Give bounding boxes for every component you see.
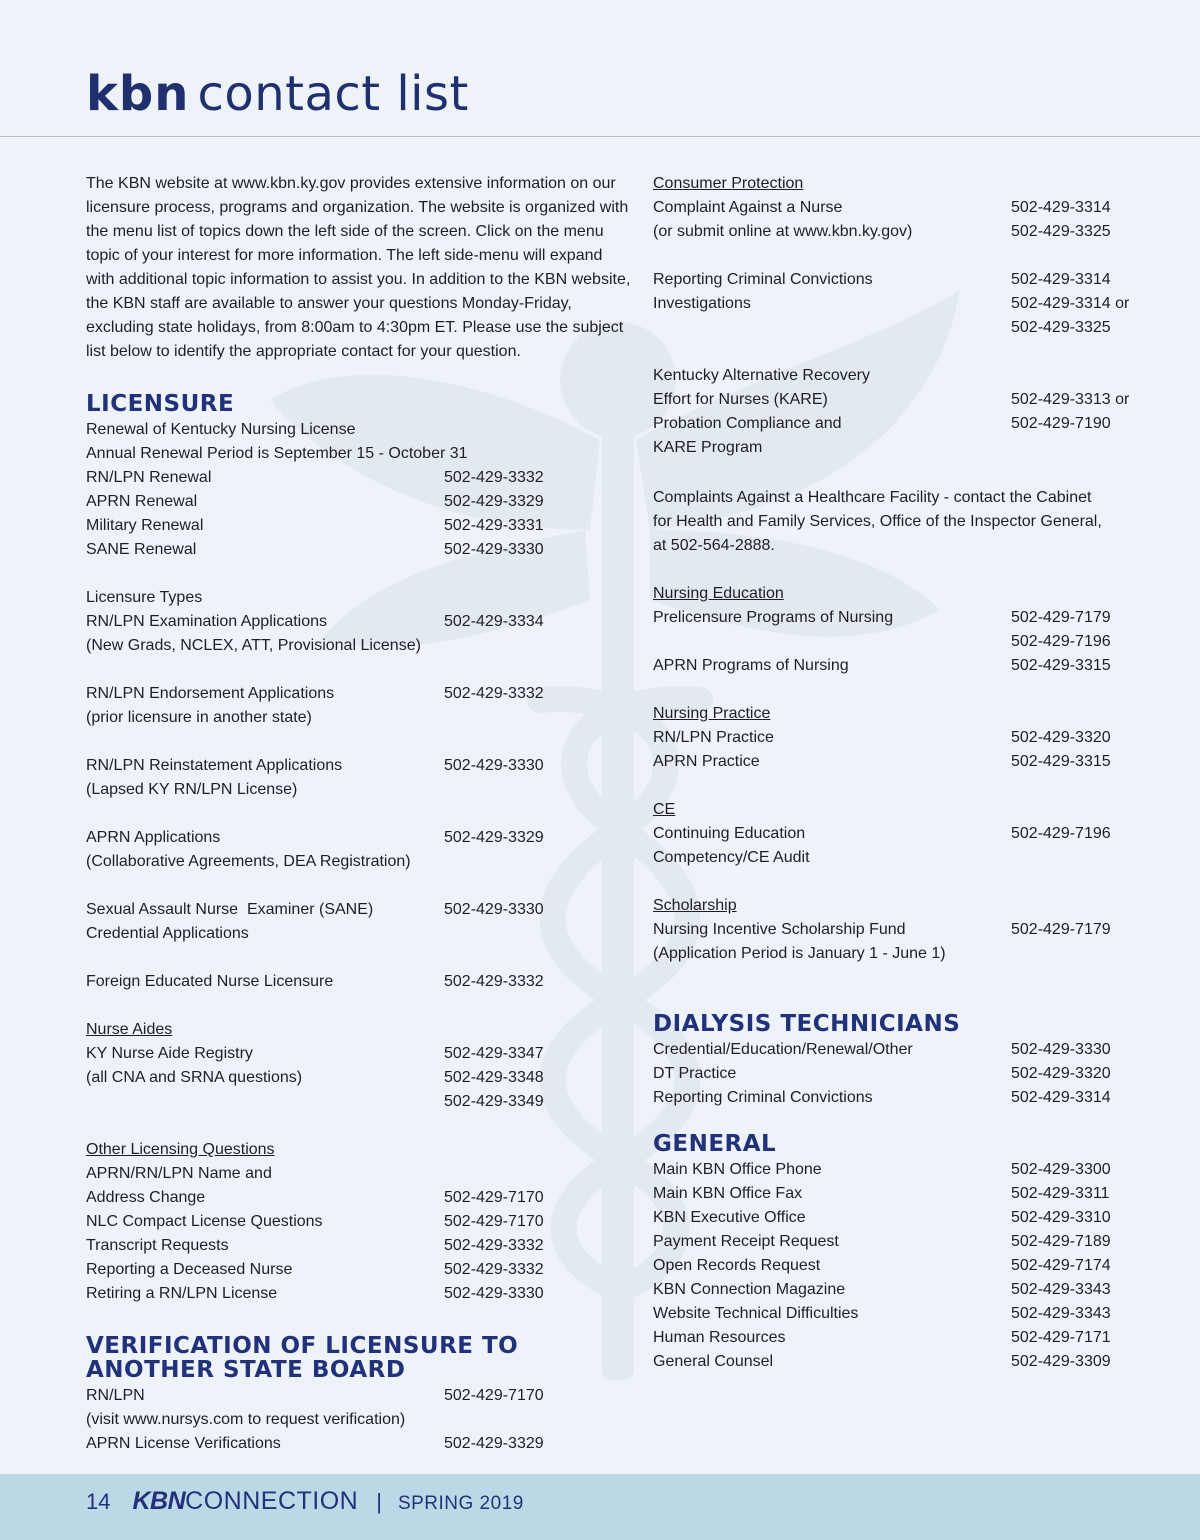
contact-label: APRN License Verifications <box>86 1435 281 1452</box>
contact-phone: 502-429-3315 <box>1011 753 1111 770</box>
contact-label: APRN/RN/LPN Name and <box>86 1165 272 1182</box>
contact-phone: 502-429-3329 <box>444 1435 544 1452</box>
contact-row <box>653 1350 1133 1374</box>
contact-phone: 502-429-7170 <box>444 1213 544 1230</box>
contact-phone: 502-429-3331 <box>444 517 544 534</box>
contact-label: Continuing Education <box>653 825 806 842</box>
contact-row <box>86 490 631 514</box>
contact-phone: 502-429-3320 <box>1011 729 1111 746</box>
contact-label: Human Resources <box>653 1329 786 1346</box>
contact-label: Probation Compliance and <box>653 415 842 432</box>
contact-row <box>86 1234 631 1258</box>
contact-row <box>86 1066 631 1090</box>
contact-row <box>86 1432 631 1456</box>
contact-row <box>86 1384 631 1408</box>
contact-label: Sexual Assault Nurse Examiner (SANE) <box>86 901 374 918</box>
contact-row <box>86 1282 631 1306</box>
contact-label: Kentucky Alternative Recovery <box>653 367 870 384</box>
list-item <box>86 442 631 466</box>
contact-label: KARE Program <box>653 439 763 456</box>
general-heading: GENERAL <box>653 1131 777 1157</box>
contact-label: Reporting Criminal Convictions <box>653 1089 873 1106</box>
contact-label: DT Practice <box>653 1065 737 1082</box>
contact-label: Reporting a Deceased Nurse <box>86 1261 293 1278</box>
contact-phone: 502-429-3332 <box>444 1237 544 1254</box>
contact-label: Foreign Educated Nurse Licensure <box>86 973 334 990</box>
list-item <box>653 894 1133 918</box>
contact-row <box>86 538 631 562</box>
contact-row <box>86 1186 631 1210</box>
contact-row <box>653 1182 1133 1206</box>
contact-phone: 502-429-7196 <box>1011 825 1111 842</box>
contact-label: KY Nurse Aide Registry <box>86 1045 253 1062</box>
verification-heading-line1: VERIFICATION OF LICENSURE TO <box>86 1333 519 1359</box>
contact-label: KBN Executive Office <box>653 1209 806 1226</box>
contact-row <box>653 750 1133 774</box>
contact-label: KBN Connection Magazine <box>653 1281 846 1298</box>
contact-note: (Application Period is January 1 - June 1) <box>653 945 946 962</box>
contact-row <box>653 220 1133 244</box>
list-item <box>86 418 631 442</box>
contact-label: Competency/CE Audit <box>653 849 810 866</box>
list-item <box>86 1138 631 1162</box>
list-item <box>653 436 1133 460</box>
contact-label: Website Technical Difficulties <box>653 1305 859 1322</box>
contact-phone: 502-429-3309 <box>1011 1353 1111 1370</box>
contact-label: Effort for Nurses (KARE) <box>653 391 828 408</box>
contact-phone: 502-429-3332 <box>444 469 544 486</box>
list-item <box>653 798 1133 822</box>
contact-label: RN/LPN Renewal <box>86 469 212 486</box>
contact-label: RN/LPN <box>86 1387 145 1404</box>
list-item <box>653 582 1133 606</box>
contact-label: Transcript Requests <box>86 1237 229 1254</box>
contact-label: Main KBN Office Phone <box>653 1161 822 1178</box>
contact-label: Retiring a RN/LPN License <box>86 1285 278 1302</box>
contact-note: (prior licensure in another state) <box>86 709 312 726</box>
contact-row <box>86 754 631 778</box>
contact-phone: 502-429-3314 or <box>1011 295 1130 312</box>
contact-note: (all CNA and SRNA questions) <box>86 1069 303 1086</box>
list-item <box>86 778 631 802</box>
nurse-aides-title: Nurse Aides <box>86 1021 173 1038</box>
contact-row <box>653 1206 1133 1230</box>
nursing-education-title: Nursing Education <box>653 585 784 602</box>
contact-phone: 502-429-3329 <box>444 493 544 510</box>
contact-phone: 502-429-3343 <box>1011 1281 1111 1298</box>
contact-label: RN/LPN Examination Applications <box>86 613 328 630</box>
contact-label: Prelicensure Programs of Nursing <box>653 609 894 626</box>
contact-phone: 502-429-3313 or <box>1011 391 1130 408</box>
contact-row <box>86 1258 631 1282</box>
contact-phone: 502-429-7190 <box>1011 415 1111 432</box>
title-kbn: kbn <box>86 66 190 122</box>
contact-row <box>653 1278 1133 1302</box>
contact-phone: 502-429-3332 <box>444 1261 544 1278</box>
other-licensing-title: Other Licensing Questions <box>86 1141 275 1158</box>
contact-row <box>653 1326 1133 1350</box>
contact-label: (or submit online at www.kbn.ky.gov) <box>653 223 913 240</box>
contact-row <box>653 1302 1133 1326</box>
contact-note: Credential Applications <box>86 925 249 942</box>
contact-label: General Counsel <box>653 1353 774 1370</box>
page-header <box>0 0 1200 137</box>
contact-phone: 502-429-3314 <box>1011 1089 1111 1106</box>
contact-row <box>86 610 631 634</box>
contact-row <box>86 898 631 922</box>
contact-row <box>86 826 631 850</box>
contact-phone: 502-429-3329 <box>444 829 544 846</box>
issue-label: SPRING 2019 <box>397 1493 524 1514</box>
contact-note: (Lapsed KY RN/LPN License) <box>86 781 298 798</box>
contact-label: RN/LPN Reinstatement Applications <box>86 757 343 774</box>
footer-content <box>86 1487 524 1517</box>
left-column <box>86 172 631 1456</box>
contact-row <box>653 412 1133 436</box>
contact-row <box>86 514 631 538</box>
contact-label: RN/LPN Practice <box>653 729 774 746</box>
contact-phone: 502-429-3330 <box>1011 1041 1111 1058</box>
contact-phone: 502-429-3330 <box>444 1285 544 1302</box>
scholarship-title: Scholarship <box>653 897 737 914</box>
contact-label: APRN Renewal <box>86 493 198 510</box>
contact-label: APRN Practice <box>653 753 760 770</box>
list-item <box>86 706 631 730</box>
list-item <box>653 172 1133 196</box>
contact-phone: 502-429-3334 <box>444 613 544 630</box>
contact-phone: 502-429-7174 <box>1011 1257 1111 1274</box>
licensure-types-title: Licensure Types <box>86 589 203 606</box>
contact-label: Nursing Incentive Scholarship Fund <box>653 921 906 938</box>
contact-label: Address Change <box>86 1189 206 1206</box>
list-item <box>653 702 1133 726</box>
contact-row <box>653 1230 1133 1254</box>
list-item <box>653 942 1133 966</box>
contact-row <box>653 822 1133 846</box>
contact-label: SANE Renewal <box>86 541 197 558</box>
magazine-brand-connection: CONNECTION <box>185 1487 359 1515</box>
list-item <box>86 850 631 874</box>
page-title <box>86 66 469 123</box>
contact-row <box>653 1254 1133 1278</box>
list-item <box>86 1162 631 1186</box>
contact-phone: 502-429-3330 <box>444 541 544 558</box>
contact-note: (New Grads, NCLEX, ATT, Provisional License) <box>86 637 421 654</box>
nursing-practice-title: Nursing Practice <box>653 705 771 722</box>
contact-label: APRN Applications <box>86 829 221 846</box>
contact-row <box>653 316 1133 340</box>
facility-complaints-note: Complaints Against a Healthcare Facility - contact the Cabinet for Health and Family Services, Office of the Inspector General, at 502-564-2888. <box>653 489 1102 554</box>
contact-label: Military Renewal <box>86 517 204 534</box>
contact-row <box>86 970 631 994</box>
list-item <box>86 1018 631 1042</box>
licensure-heading: LICENSURE <box>86 391 235 417</box>
contact-phone: 502-429-3348 <box>444 1069 544 1086</box>
contact-row <box>86 682 631 706</box>
contact-phone: 502-429-3330 <box>444 901 544 918</box>
contact-row <box>653 726 1133 750</box>
contact-row <box>653 918 1133 942</box>
contact-label: Credential/Education/Renewal/Other <box>653 1041 913 1058</box>
contact-label: APRN Programs of Nursing <box>653 657 849 674</box>
contact-label: Investigations <box>653 295 751 312</box>
contact-row <box>86 1090 631 1114</box>
list-item <box>86 634 631 658</box>
contact-phone: 502-429-3325 <box>1011 319 1111 336</box>
contact-label: NLC Compact License Questions <box>86 1213 323 1230</box>
contact-row <box>653 292 1133 316</box>
contact-phone: 502-429-3315 <box>1011 657 1111 674</box>
contact-row <box>653 196 1133 220</box>
contact-phone: 502-429-3314 <box>1011 199 1111 216</box>
consumer-protection-title: Consumer Protection <box>653 175 804 192</box>
contact-phone: 502-429-3349 <box>444 1093 544 1110</box>
magazine-brand-kbn: KBN <box>132 1487 186 1515</box>
contact-phone: 502-429-3330 <box>444 757 544 774</box>
list-item <box>653 364 1133 388</box>
footer-divider: | <box>376 1489 382 1514</box>
contact-row <box>86 1210 631 1234</box>
title-rest: contact list <box>197 66 469 122</box>
contact-row <box>653 268 1133 292</box>
contact-row <box>653 1086 1133 1110</box>
contact-phone: 502-429-7171 <box>1011 1329 1111 1346</box>
renewal-title: Renewal of Kentucky Nursing License <box>86 421 356 438</box>
list-item <box>653 846 1133 870</box>
contact-phone: 502-429-3332 <box>444 973 544 990</box>
contact-label: Complaint Against a Nurse <box>653 199 843 216</box>
list-item <box>86 586 631 610</box>
contact-row <box>653 388 1133 412</box>
contact-label: RN/LPN Endorsement Applications <box>86 685 335 702</box>
contact-phone: 502-429-7179 <box>1011 921 1111 938</box>
contact-row <box>653 1158 1133 1182</box>
contact-phone: 502-429-3310 <box>1011 1209 1111 1226</box>
contact-row <box>86 466 631 490</box>
contact-phone: 502-429-3311 <box>1011 1185 1110 1202</box>
page-footer <box>0 1474 1200 1540</box>
contact-phone: 502-429-7170 <box>444 1189 544 1206</box>
contact-label: Open Records Request <box>653 1257 821 1274</box>
right-column <box>653 172 1133 1374</box>
contact-phone: 502-429-7179 <box>1011 609 1111 626</box>
list-item <box>86 922 631 946</box>
contact-phone: 502-429-3300 <box>1011 1161 1111 1178</box>
contact-label: Reporting Criminal Convictions <box>653 271 873 288</box>
list-item <box>86 1408 631 1432</box>
contact-label: Main KBN Office Fax <box>653 1185 803 1202</box>
ce-title: CE <box>653 801 676 818</box>
contact-phone: 502-429-7196 <box>1011 633 1111 650</box>
verification-heading-line2: ANOTHER STATE BOARD <box>86 1357 406 1383</box>
page-number: 14 <box>86 1489 111 1514</box>
contact-row <box>653 606 1133 630</box>
contact-label: Payment Receipt Request <box>653 1233 839 1250</box>
contact-row <box>653 1062 1133 1086</box>
contact-row <box>653 1038 1133 1062</box>
contact-note: (visit www.nursys.com to request verification) <box>86 1411 406 1428</box>
contact-phone: 502-429-3347 <box>444 1045 544 1062</box>
contact-phone: 502-429-3343 <box>1011 1305 1111 1322</box>
contact-row <box>653 654 1133 678</box>
contact-phone: 502-429-7170 <box>444 1387 544 1404</box>
contact-phone: 502-429-3314 <box>1011 271 1111 288</box>
contact-phone: 502-429-7189 <box>1011 1233 1111 1250</box>
verification-heading <box>86 1334 631 1382</box>
dialysis-heading: DIALYSIS TECHNICIANS <box>653 1011 961 1037</box>
contact-note: (Collaborative Agreements, DEA Registration) <box>86 853 411 870</box>
contact-phone: 502-429-3320 <box>1011 1065 1111 1082</box>
intro-paragraph: The KBN website at www.kbn.ky.gov provides extensive information on our licensure process, programs and organization. The website is organized with the menu list of topics down the left side of the screen. Click on the menu topic of your interest for more information. The left side-menu will expand with additional topic information to assist you. In addition to the KBN website, the KBN staff are available to answer your questions Monday-Friday, excluding state holidays, from 8:00am to 4:30pm ET. Please use the subject list below to identify the appropriate contact for your question. <box>86 175 631 360</box>
contact-phone: 502-429-3332 <box>444 685 544 702</box>
renewal-period: Annual Renewal Period is September 15 - October 31 <box>86 445 468 462</box>
contact-phone: 502-429-3325 <box>1011 223 1111 240</box>
contact-row <box>653 630 1133 654</box>
contact-row <box>86 1042 631 1066</box>
